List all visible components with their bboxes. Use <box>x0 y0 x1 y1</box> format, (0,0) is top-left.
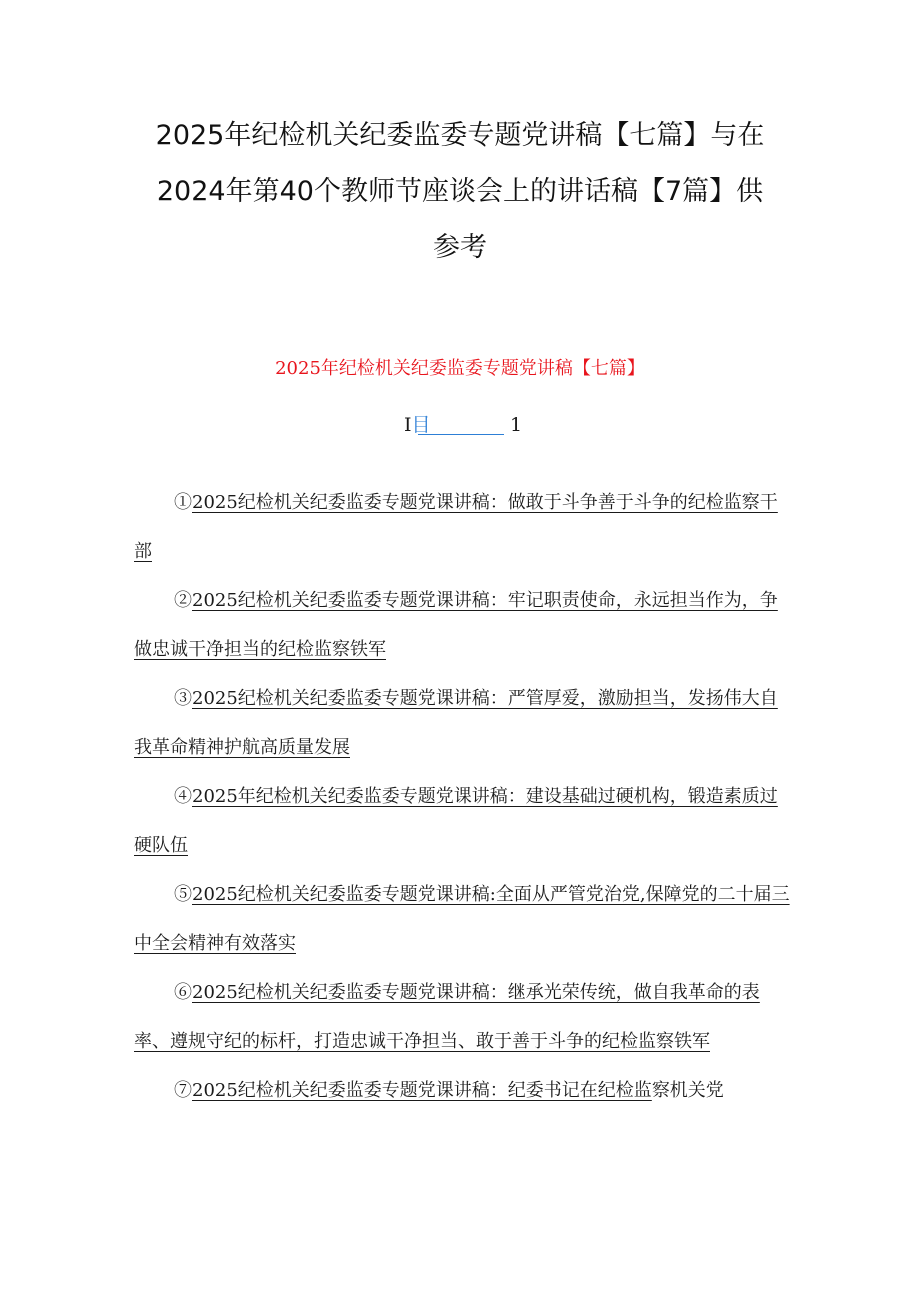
toc-list <box>134 478 790 1115</box>
toc-item-marker: ④ <box>174 786 192 807</box>
toc-heading <box>380 410 540 440</box>
toc-heading-prefix: I <box>404 414 412 436</box>
toc-link-5[interactable]: 2025纪检机关纪委监委专题党课讲稿:全面从严管党治党,保障党的二十届三中全会精神有效落实 <box>134 884 790 954</box>
toc-item-7 <box>134 1066 790 1115</box>
toc-link-1[interactable]: 2025纪检机关纪委监委专题党课讲稿：做敢于斗争善于斗争的纪检监察干部 <box>134 492 778 562</box>
toc-item-marker: ③ <box>174 688 192 709</box>
toc-item-5 <box>134 870 790 968</box>
section-title: 2025年纪检机关纪委监委专题党讲稿【七篇】 <box>275 358 645 379</box>
toc-link-3[interactable]: 2025纪检机关纪委监委专题党课讲稿：严管厚爱，激励担当，发扬伟大自我革命精神护航高质量发展 <box>134 688 778 758</box>
toc-item-marker: ⑦ <box>174 1080 192 1101</box>
document-title-line-1: 2025年纪检机关纪委监委专题党讲稿【七篇】与在 <box>155 120 765 151</box>
toc-item-1 <box>134 478 790 576</box>
toc-item-7-tail: 察机关党 <box>651 1080 724 1101</box>
toc-heading-leader <box>418 434 504 435</box>
toc-item-3 <box>134 674 790 772</box>
toc-link-6[interactable]: 2025纪检机关纪委监委专题党课讲稿：继承光荣传统，做自我革命的表率、遵规守纪的标杆，打造忠诚干净担当、敢于善于斗争的纪检监察铁军 <box>134 982 760 1052</box>
toc-heading-page-number: 1 <box>510 414 523 436</box>
document-title-line-2: 2024年第40个教师节座谈会上的讲话稿【7篇】供 <box>156 176 764 207</box>
toc-link-7[interactable]: 2025纪检机关纪委监委专题党课讲稿：纪委书记在纪检监 <box>192 1080 652 1101</box>
toc-heading-text: 目 <box>411 414 431 436</box>
toc-item-4 <box>134 772 790 870</box>
toc-item-6 <box>134 968 790 1066</box>
toc-item-marker: ⑥ <box>174 982 192 1003</box>
toc-item-marker: ② <box>174 590 192 611</box>
toc-item-2 <box>134 576 790 674</box>
toc-item-marker: ① <box>174 492 192 513</box>
document-title-line-3: 参考 <box>433 232 487 263</box>
toc-item-marker: ⑤ <box>174 884 192 905</box>
toc-link-2[interactable]: 2025纪检机关纪委监委专题党课讲稿：牢记职责使命，永远担当作为，争做忠诚干净担当的纪检监察铁军 <box>134 590 778 660</box>
toc-heading-label[interactable] <box>404 410 431 440</box>
toc-link-4[interactable]: 2025年纪检机关纪委监委专题党课讲稿：建设基础过硬机构，锻造素质过硬队伍 <box>134 786 778 856</box>
document-title <box>120 108 800 276</box>
